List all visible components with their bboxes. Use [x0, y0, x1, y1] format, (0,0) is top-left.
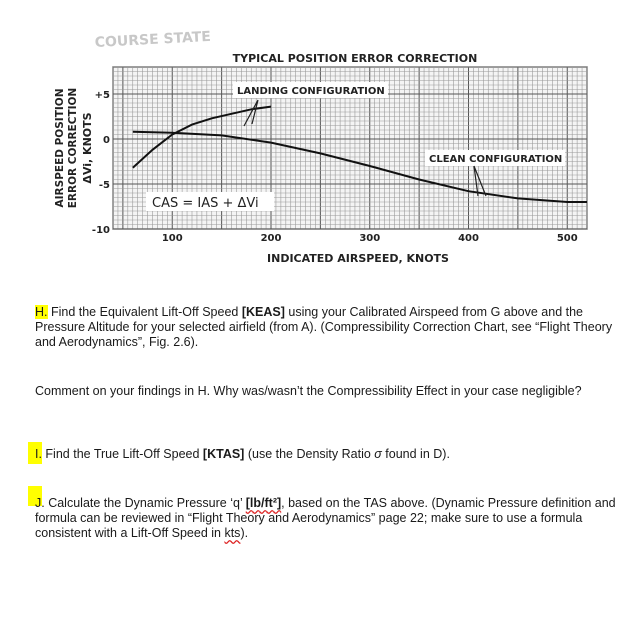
comment-paragraph	[35, 384, 625, 399]
question-i-unit: [KTAS]	[202, 447, 245, 461]
question-h-unit: [KEAS]	[241, 305, 285, 319]
chart-xlabel: INDICATED AIRSPEED, KNOTS	[267, 252, 449, 265]
y-tick-label: +5	[94, 90, 110, 101]
question-j-unit: [lb/ft²]	[245, 496, 282, 510]
question-h-text2: using your Calibrated Airspeed from G above and the Pressure Altitude for your selected airfield (from A). (Compressibility Correction Chart, see “Flight Theory and Aerodynamics”, Fig. 2.6).	[35, 305, 613, 349]
clean-series-label: CLEAN CONFIGURATION	[429, 154, 563, 165]
question-j	[35, 496, 625, 541]
question-j-label: J.	[35, 496, 45, 510]
question-h-text1: Find the Equivalent Lift-Off Speed	[47, 305, 242, 319]
question-j-text2: , based on the TAS above. (Dynamic Pressure definition and formula can be reviewed in “Flight Theory and Aerodynamics” page 22; make sure to use a formula consistent with a Lift-Off Speed in	[35, 496, 616, 540]
comment-text: Comment on your findings in H. Why was/wasn’t the Compressibility Effect in your case negligible?	[35, 384, 582, 398]
chart-ylabel-line2: ERROR CORRECTION	[67, 87, 79, 209]
question-i-text3: found in D).	[381, 447, 450, 461]
chart-ylabel-line3: ΔVi, KNOTS	[81, 112, 94, 184]
question-h	[35, 305, 625, 350]
y-tick-label: -10	[91, 225, 110, 236]
y-tick-label: -5	[98, 180, 110, 191]
sigma-symbol: σ	[374, 447, 382, 461]
question-j-kts: kts	[224, 526, 241, 540]
chart-svg	[0, 0, 639, 290]
landing-series-label: LANDING CONFIGURATION	[237, 86, 385, 97]
question-i-text2: (use the Density Ratio	[244, 447, 375, 461]
x-tick-label: 400	[458, 233, 479, 244]
question-i-label: I.	[35, 447, 42, 461]
chart-watermark: COURSE STATE	[94, 28, 212, 51]
x-tick-label: 200	[260, 233, 282, 244]
x-tick-label: 500	[556, 233, 578, 244]
question-h-label: H.	[35, 305, 48, 319]
chart-formula: CAS = IAS + ΔVi	[152, 196, 259, 211]
x-tick-label: 100	[161, 233, 183, 244]
x-tick-label: 300	[359, 233, 381, 244]
chart-ylabel-line1: AIRSPEED POSITION	[54, 88, 66, 208]
question-j-text3: ).	[240, 526, 249, 540]
y-tick-label: 0	[103, 135, 110, 146]
question-j-text1: Calculate the Dynamic Pressure ‘q’	[44, 496, 246, 510]
question-i-text1: Find the True Lift-Off Speed	[41, 447, 203, 461]
position-error-chart	[0, 0, 639, 290]
chart-title: TYPICAL POSITION ERROR CORRECTION	[232, 52, 478, 65]
question-i	[35, 447, 625, 462]
